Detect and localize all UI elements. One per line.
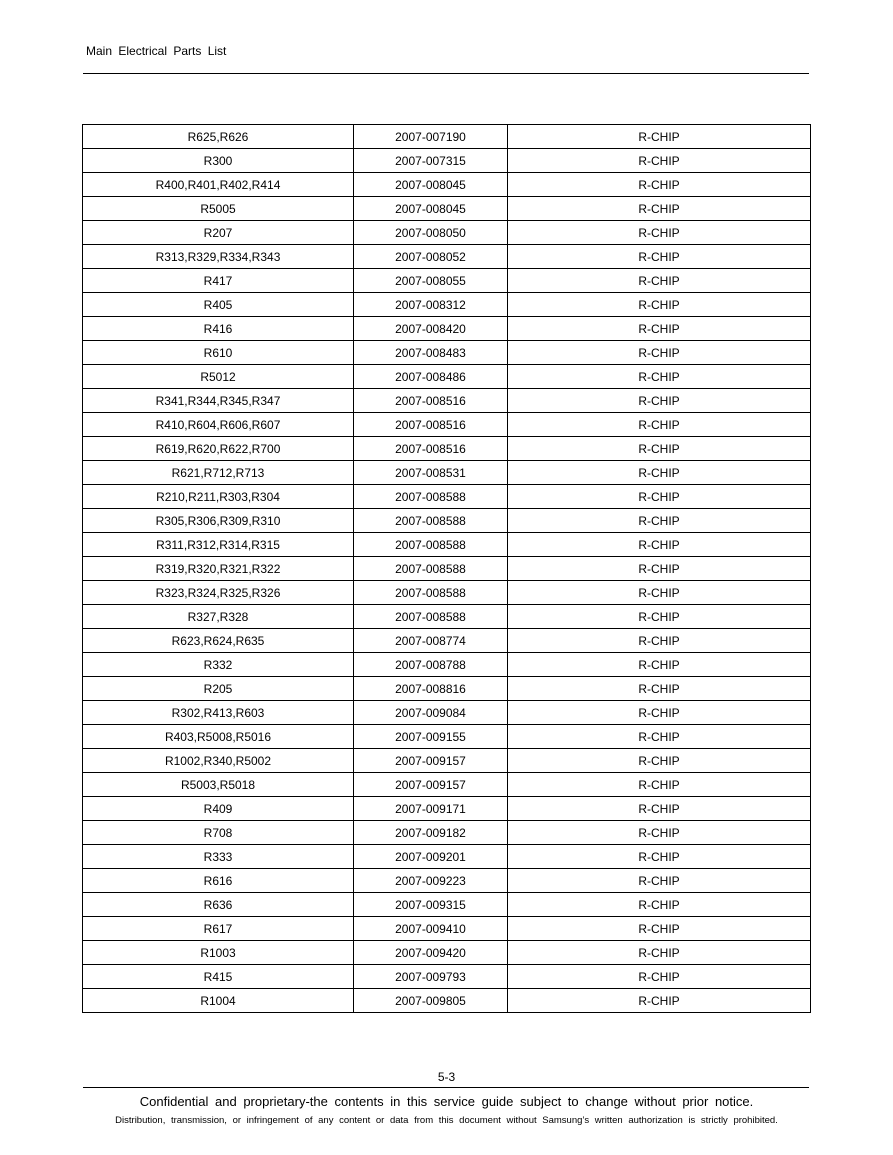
part-number-cell: 2007-009084 bbox=[354, 701, 508, 725]
description-cell: R-CHIP bbox=[508, 869, 811, 893]
footer-distribution-disclaimer: Distribution, transmission, or infringement of any content or data from this document without Samsung’s written authorization is strictly prohibited. bbox=[115, 1115, 778, 1126]
description-cell: R-CHIP bbox=[508, 941, 811, 965]
part-number-cell: 2007-008486 bbox=[354, 365, 508, 389]
description-cell: R-CHIP bbox=[508, 605, 811, 629]
table-row bbox=[83, 317, 811, 341]
part-number-cell: 2007-008588 bbox=[354, 581, 508, 605]
location-cell: R636 bbox=[83, 893, 354, 917]
table-row bbox=[83, 725, 811, 749]
table-row bbox=[83, 221, 811, 245]
description-cell: R-CHIP bbox=[508, 485, 811, 509]
location-cell: R311,R312,R314,R315 bbox=[83, 533, 354, 557]
table-row bbox=[83, 989, 811, 1013]
part-number-cell: 2007-009157 bbox=[354, 749, 508, 773]
part-number-cell: 2007-008052 bbox=[354, 245, 508, 269]
location-cell: R610 bbox=[83, 341, 354, 365]
table-row bbox=[83, 845, 811, 869]
table-row bbox=[83, 293, 811, 317]
table-row bbox=[83, 821, 811, 845]
description-cell: R-CHIP bbox=[508, 557, 811, 581]
location-cell: R341,R344,R345,R347 bbox=[83, 389, 354, 413]
part-number-cell: 2007-008588 bbox=[354, 557, 508, 581]
description-cell: R-CHIP bbox=[508, 773, 811, 797]
part-number-cell: 2007-009157 bbox=[354, 773, 508, 797]
location-cell: R415 bbox=[83, 965, 354, 989]
part-number-cell: 2007-008588 bbox=[354, 485, 508, 509]
part-number-cell: 2007-008531 bbox=[354, 461, 508, 485]
parts-table-body bbox=[83, 125, 811, 1013]
part-number-cell: 2007-008516 bbox=[354, 389, 508, 413]
part-number-cell: 2007-008516 bbox=[354, 437, 508, 461]
part-number-cell: 2007-008045 bbox=[354, 173, 508, 197]
description-cell: R-CHIP bbox=[508, 245, 811, 269]
part-number-cell: 2007-007315 bbox=[354, 149, 508, 173]
description-cell: R-CHIP bbox=[508, 821, 811, 845]
part-number-cell: 2007-008774 bbox=[354, 629, 508, 653]
part-number-cell: 2007-008788 bbox=[354, 653, 508, 677]
location-cell: R625,R626 bbox=[83, 125, 354, 149]
page-header-title: Main Electrical Parts List bbox=[86, 44, 227, 58]
table-row bbox=[83, 629, 811, 653]
location-cell: R619,R620,R622,R700 bbox=[83, 437, 354, 461]
table-row bbox=[83, 389, 811, 413]
description-cell: R-CHIP bbox=[508, 677, 811, 701]
location-cell: R302,R413,R603 bbox=[83, 701, 354, 725]
description-cell: R-CHIP bbox=[508, 293, 811, 317]
table-row bbox=[83, 965, 811, 989]
location-cell: R1004 bbox=[83, 989, 354, 1013]
location-cell: R417 bbox=[83, 269, 354, 293]
part-number-cell: 2007-007190 bbox=[354, 125, 508, 149]
location-cell: R708 bbox=[83, 821, 354, 845]
table-row bbox=[83, 941, 811, 965]
description-cell: R-CHIP bbox=[508, 149, 811, 173]
location-cell: R621,R712,R713 bbox=[83, 461, 354, 485]
location-cell: R1003 bbox=[83, 941, 354, 965]
description-cell: R-CHIP bbox=[508, 629, 811, 653]
table-row bbox=[83, 677, 811, 701]
table-row bbox=[83, 341, 811, 365]
table-row bbox=[83, 125, 811, 149]
description-cell: R-CHIP bbox=[508, 437, 811, 461]
part-number-cell: 2007-009410 bbox=[354, 917, 508, 941]
part-number-cell: 2007-008045 bbox=[354, 197, 508, 221]
location-cell: R5003,R5018 bbox=[83, 773, 354, 797]
part-number-cell: 2007-009171 bbox=[354, 797, 508, 821]
part-number-cell: 2007-009793 bbox=[354, 965, 508, 989]
description-cell: R-CHIP bbox=[508, 389, 811, 413]
location-cell: R616 bbox=[83, 869, 354, 893]
description-cell: R-CHIP bbox=[508, 269, 811, 293]
location-cell: R319,R320,R321,R322 bbox=[83, 557, 354, 581]
location-cell: R313,R329,R334,R343 bbox=[83, 245, 354, 269]
location-cell: R403,R5008,R5016 bbox=[83, 725, 354, 749]
location-cell: R300 bbox=[83, 149, 354, 173]
location-cell: R327,R328 bbox=[83, 605, 354, 629]
part-number-cell: 2007-008055 bbox=[354, 269, 508, 293]
part-number-cell: 2007-009155 bbox=[354, 725, 508, 749]
part-number-cell: 2007-009201 bbox=[354, 845, 508, 869]
part-number-cell: 2007-008312 bbox=[354, 293, 508, 317]
location-cell: R617 bbox=[83, 917, 354, 941]
description-cell: R-CHIP bbox=[508, 461, 811, 485]
parts-list-table bbox=[82, 124, 811, 1013]
location-cell: R332 bbox=[83, 653, 354, 677]
table-row bbox=[83, 437, 811, 461]
table-row bbox=[83, 173, 811, 197]
description-cell: R-CHIP bbox=[508, 965, 811, 989]
description-cell: R-CHIP bbox=[508, 893, 811, 917]
location-cell: R305,R306,R309,R310 bbox=[83, 509, 354, 533]
description-cell: R-CHIP bbox=[508, 989, 811, 1013]
table-row bbox=[83, 917, 811, 941]
description-cell: R-CHIP bbox=[508, 533, 811, 557]
description-cell: R-CHIP bbox=[508, 413, 811, 437]
description-cell: R-CHIP bbox=[508, 845, 811, 869]
footer-confidential-notice: Confidential and proprietary-the contents in this service guide subject to change without prior notice. bbox=[139, 1094, 754, 1109]
table-row bbox=[83, 197, 811, 221]
part-number-cell: 2007-009182 bbox=[354, 821, 508, 845]
location-cell: R1002,R340,R5002 bbox=[83, 749, 354, 773]
footer-divider bbox=[83, 1087, 809, 1088]
table-row bbox=[83, 605, 811, 629]
table-row bbox=[83, 773, 811, 797]
table-row bbox=[83, 653, 811, 677]
description-cell: R-CHIP bbox=[508, 749, 811, 773]
description-cell: R-CHIP bbox=[508, 221, 811, 245]
part-number-cell: 2007-008483 bbox=[354, 341, 508, 365]
part-number-cell: 2007-009805 bbox=[354, 989, 508, 1013]
location-cell: R405 bbox=[83, 293, 354, 317]
table-row bbox=[83, 893, 811, 917]
table-row bbox=[83, 797, 811, 821]
part-number-cell: 2007-008420 bbox=[354, 317, 508, 341]
description-cell: R-CHIP bbox=[508, 581, 811, 605]
table-row bbox=[83, 533, 811, 557]
description-cell: R-CHIP bbox=[508, 365, 811, 389]
table-row bbox=[83, 485, 811, 509]
table-row bbox=[83, 413, 811, 437]
part-number-cell: 2007-008516 bbox=[354, 413, 508, 437]
location-cell: R623,R624,R635 bbox=[83, 629, 354, 653]
description-cell: R-CHIP bbox=[508, 173, 811, 197]
location-cell: R416 bbox=[83, 317, 354, 341]
table-row bbox=[83, 701, 811, 725]
location-cell: R207 bbox=[83, 221, 354, 245]
description-cell: R-CHIP bbox=[508, 917, 811, 941]
location-cell: R409 bbox=[83, 797, 354, 821]
description-cell: R-CHIP bbox=[508, 653, 811, 677]
description-cell: R-CHIP bbox=[508, 725, 811, 749]
description-cell: R-CHIP bbox=[508, 197, 811, 221]
location-cell: R5012 bbox=[83, 365, 354, 389]
location-cell: R205 bbox=[83, 677, 354, 701]
location-cell: R400,R401,R402,R414 bbox=[83, 173, 354, 197]
description-cell: R-CHIP bbox=[508, 797, 811, 821]
table-row bbox=[83, 269, 811, 293]
table-row bbox=[83, 461, 811, 485]
part-number-cell: 2007-008816 bbox=[354, 677, 508, 701]
part-number-cell: 2007-008050 bbox=[354, 221, 508, 245]
table-row bbox=[83, 581, 811, 605]
location-cell: R210,R211,R303,R304 bbox=[83, 485, 354, 509]
table-row bbox=[83, 149, 811, 173]
part-number-cell: 2007-009315 bbox=[354, 893, 508, 917]
part-number-cell: 2007-008588 bbox=[354, 605, 508, 629]
table-row bbox=[83, 509, 811, 533]
part-number-cell: 2007-009420 bbox=[354, 941, 508, 965]
table-row bbox=[83, 365, 811, 389]
location-cell: R333 bbox=[83, 845, 354, 869]
header-divider bbox=[83, 73, 809, 74]
table-row bbox=[83, 245, 811, 269]
table-row bbox=[83, 749, 811, 773]
location-cell: R323,R324,R325,R326 bbox=[83, 581, 354, 605]
location-cell: R5005 bbox=[83, 197, 354, 221]
part-number-cell: 2007-008588 bbox=[354, 533, 508, 557]
location-cell: R410,R604,R606,R607 bbox=[83, 413, 354, 437]
description-cell: R-CHIP bbox=[508, 341, 811, 365]
description-cell: R-CHIP bbox=[508, 125, 811, 149]
description-cell: R-CHIP bbox=[508, 701, 811, 725]
part-number-cell: 2007-008588 bbox=[354, 509, 508, 533]
part-number-cell: 2007-009223 bbox=[354, 869, 508, 893]
table-row bbox=[83, 557, 811, 581]
table-row bbox=[83, 869, 811, 893]
page-number: 5-3 bbox=[437, 1070, 456, 1084]
description-cell: R-CHIP bbox=[508, 509, 811, 533]
description-cell: R-CHIP bbox=[508, 317, 811, 341]
